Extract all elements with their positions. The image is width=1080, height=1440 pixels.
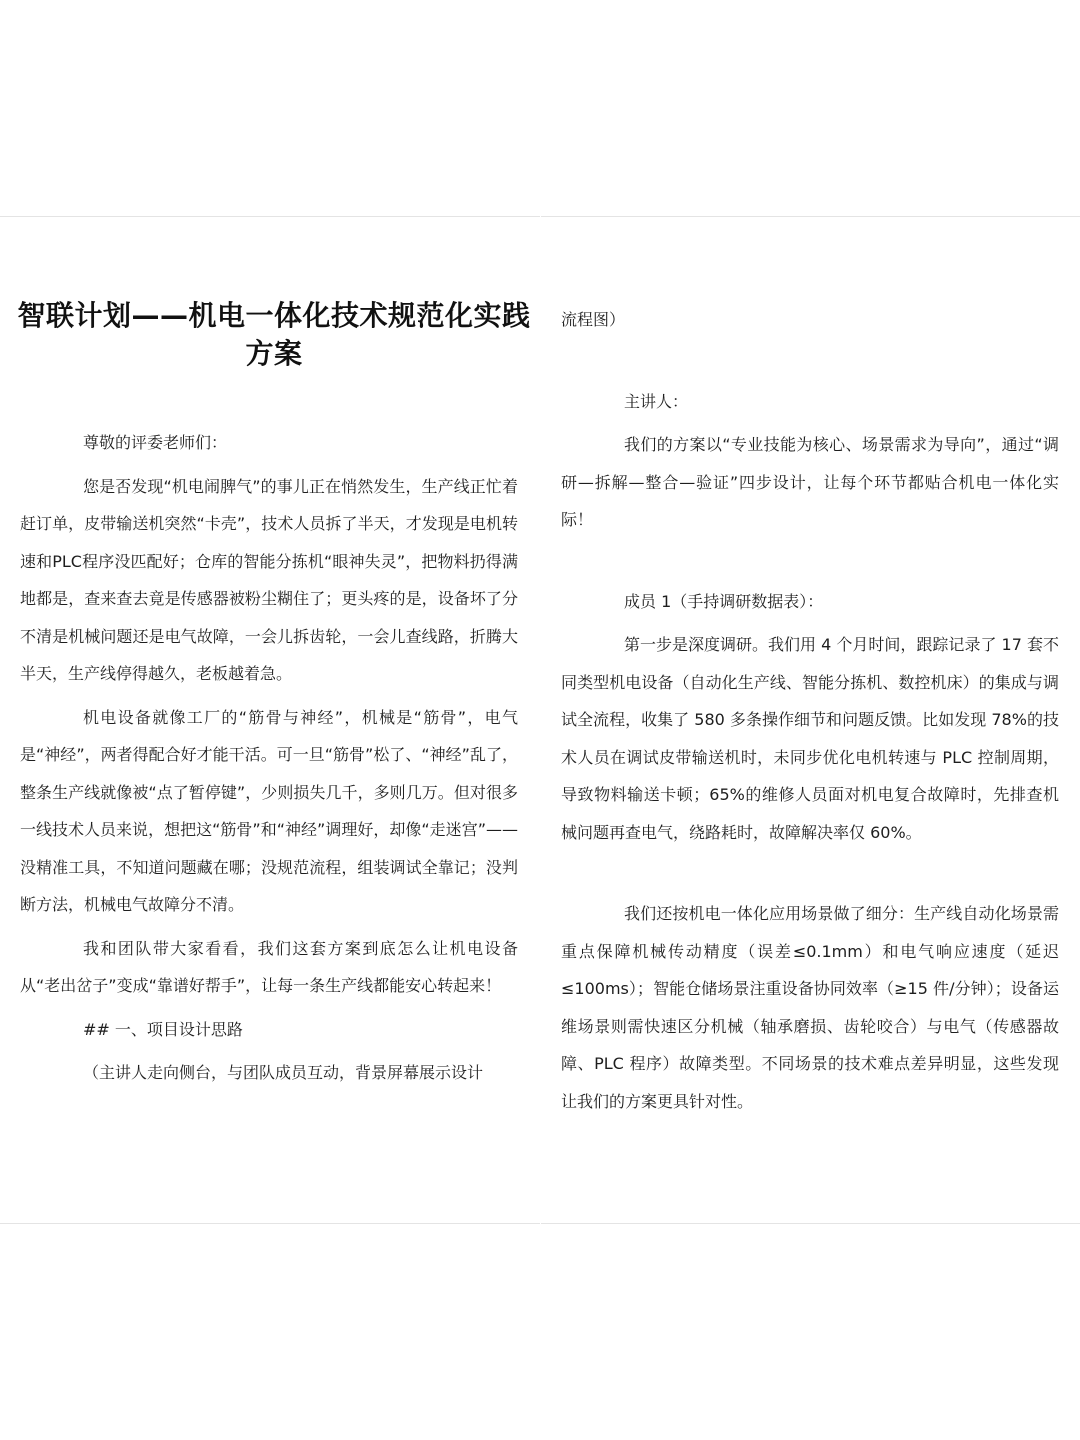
section-heading: ## 一、项目设计思路 <box>83 1019 243 1039</box>
left-page-body <box>20 424 518 1092</box>
team-intro-paragraph: 我和团队带大家看看，我们这套方案到底怎么让机电设备从“老出岔子”变成“靠谱好帮手”，让每一条生产线都能安心转起来！ <box>20 938 518 995</box>
speaker-paragraph: 我们的方案以“专业技能为核心、场景需求为导向”，通过“调研—拆解—整合—验证”四步设计，让每个环节都贴合机电一体化实际！ <box>561 435 1059 529</box>
greeting-line: 尊敬的评委老师们： <box>83 433 228 452</box>
intro-paragraph: 您是否发现“机电闹脾气”的事儿正在悄然发生，生产线正忙着赶订单，皮带输送机突然“卡壳”，技术人员拆了半天，才发现是电机转速和PLC程序没匹配好；仓库的智能分拣机“眼神失灵”，把物料扔得满地都是，查来查去竟是传感器被粉尘糊住了；更头疼的是，设备坏了分不清是机械问题还是电气故障，一会儿拆齿轮，一会儿查线路，折腾大半天，生产线停得越久，老板越着急。 <box>20 476 518 683</box>
left-document-page <box>0 216 540 1224</box>
scenario-paragraph: 我们还按机电一体化应用场景做了细分：生产线自动化场景需重点保障机械传动精度（误差≤0.1mm）和电气响应速度（延迟≤100ms）；智能仓储场景注重设备协同效率（≥15 件/分钟）；设备运维场景则需快速区分机械（轴承磨损、齿轮咬合）与电气（传感器故障、PLC 程序）故障类型。不同场景的技术难点差异明显，这些发现让我们的方案更具针对性。 <box>561 904 1059 1111</box>
analogy-paragraph: 机电设备就像工厂的“筋骨与神经”，机械是“筋骨”，电气是“神经”，两者得配合好才能干活。可一旦“筋骨”松了、“神经”乱了，整条生产线就像被“点了暂停键”，少则损失几千，多则几万。但对很多一线技术人员来说，想把这“筋骨”和“神经”调理好，却像“走迷宫”——没精准工具，不知道问题藏在哪；没规范流程，组装调试全靠记；没判断方法，机械电气故障分不清。 <box>20 707 518 914</box>
research-paragraph: 第一步是深度调研。我们用 4 个月时间，跟踪记录了 17 套不同类型机电设备（自动化生产线、智能分拣机、数控机床）的集成与调试全流程，收集了 580 多条操作细节和问题反馈。比如发现 78%的技术人员在调试皮带输送机时，未同步优化电机转速与 PLC 控制周期，导致物料输送卡顿；65%的维修人员面对机电复合故障时，先排查机械问题再查电气，绕路耗时，故障解决率仅 60%。 <box>561 635 1059 842</box>
stage-direction: （主讲人走向侧台，与团队成员互动，背景屏幕展示设计 <box>83 1063 484 1082</box>
speaker-label: 主讲人： <box>624 391 689 411</box>
right-page-body <box>561 301 1059 1120</box>
stage-direction-continuation: 流程图） <box>561 310 626 329</box>
right-document-page <box>541 216 1080 1224</box>
document-title: 智联计划——机电一体化技术规范化实践方案 <box>17 299 531 370</box>
member-label: 成员 1（手持调研数据表）： <box>624 591 824 611</box>
